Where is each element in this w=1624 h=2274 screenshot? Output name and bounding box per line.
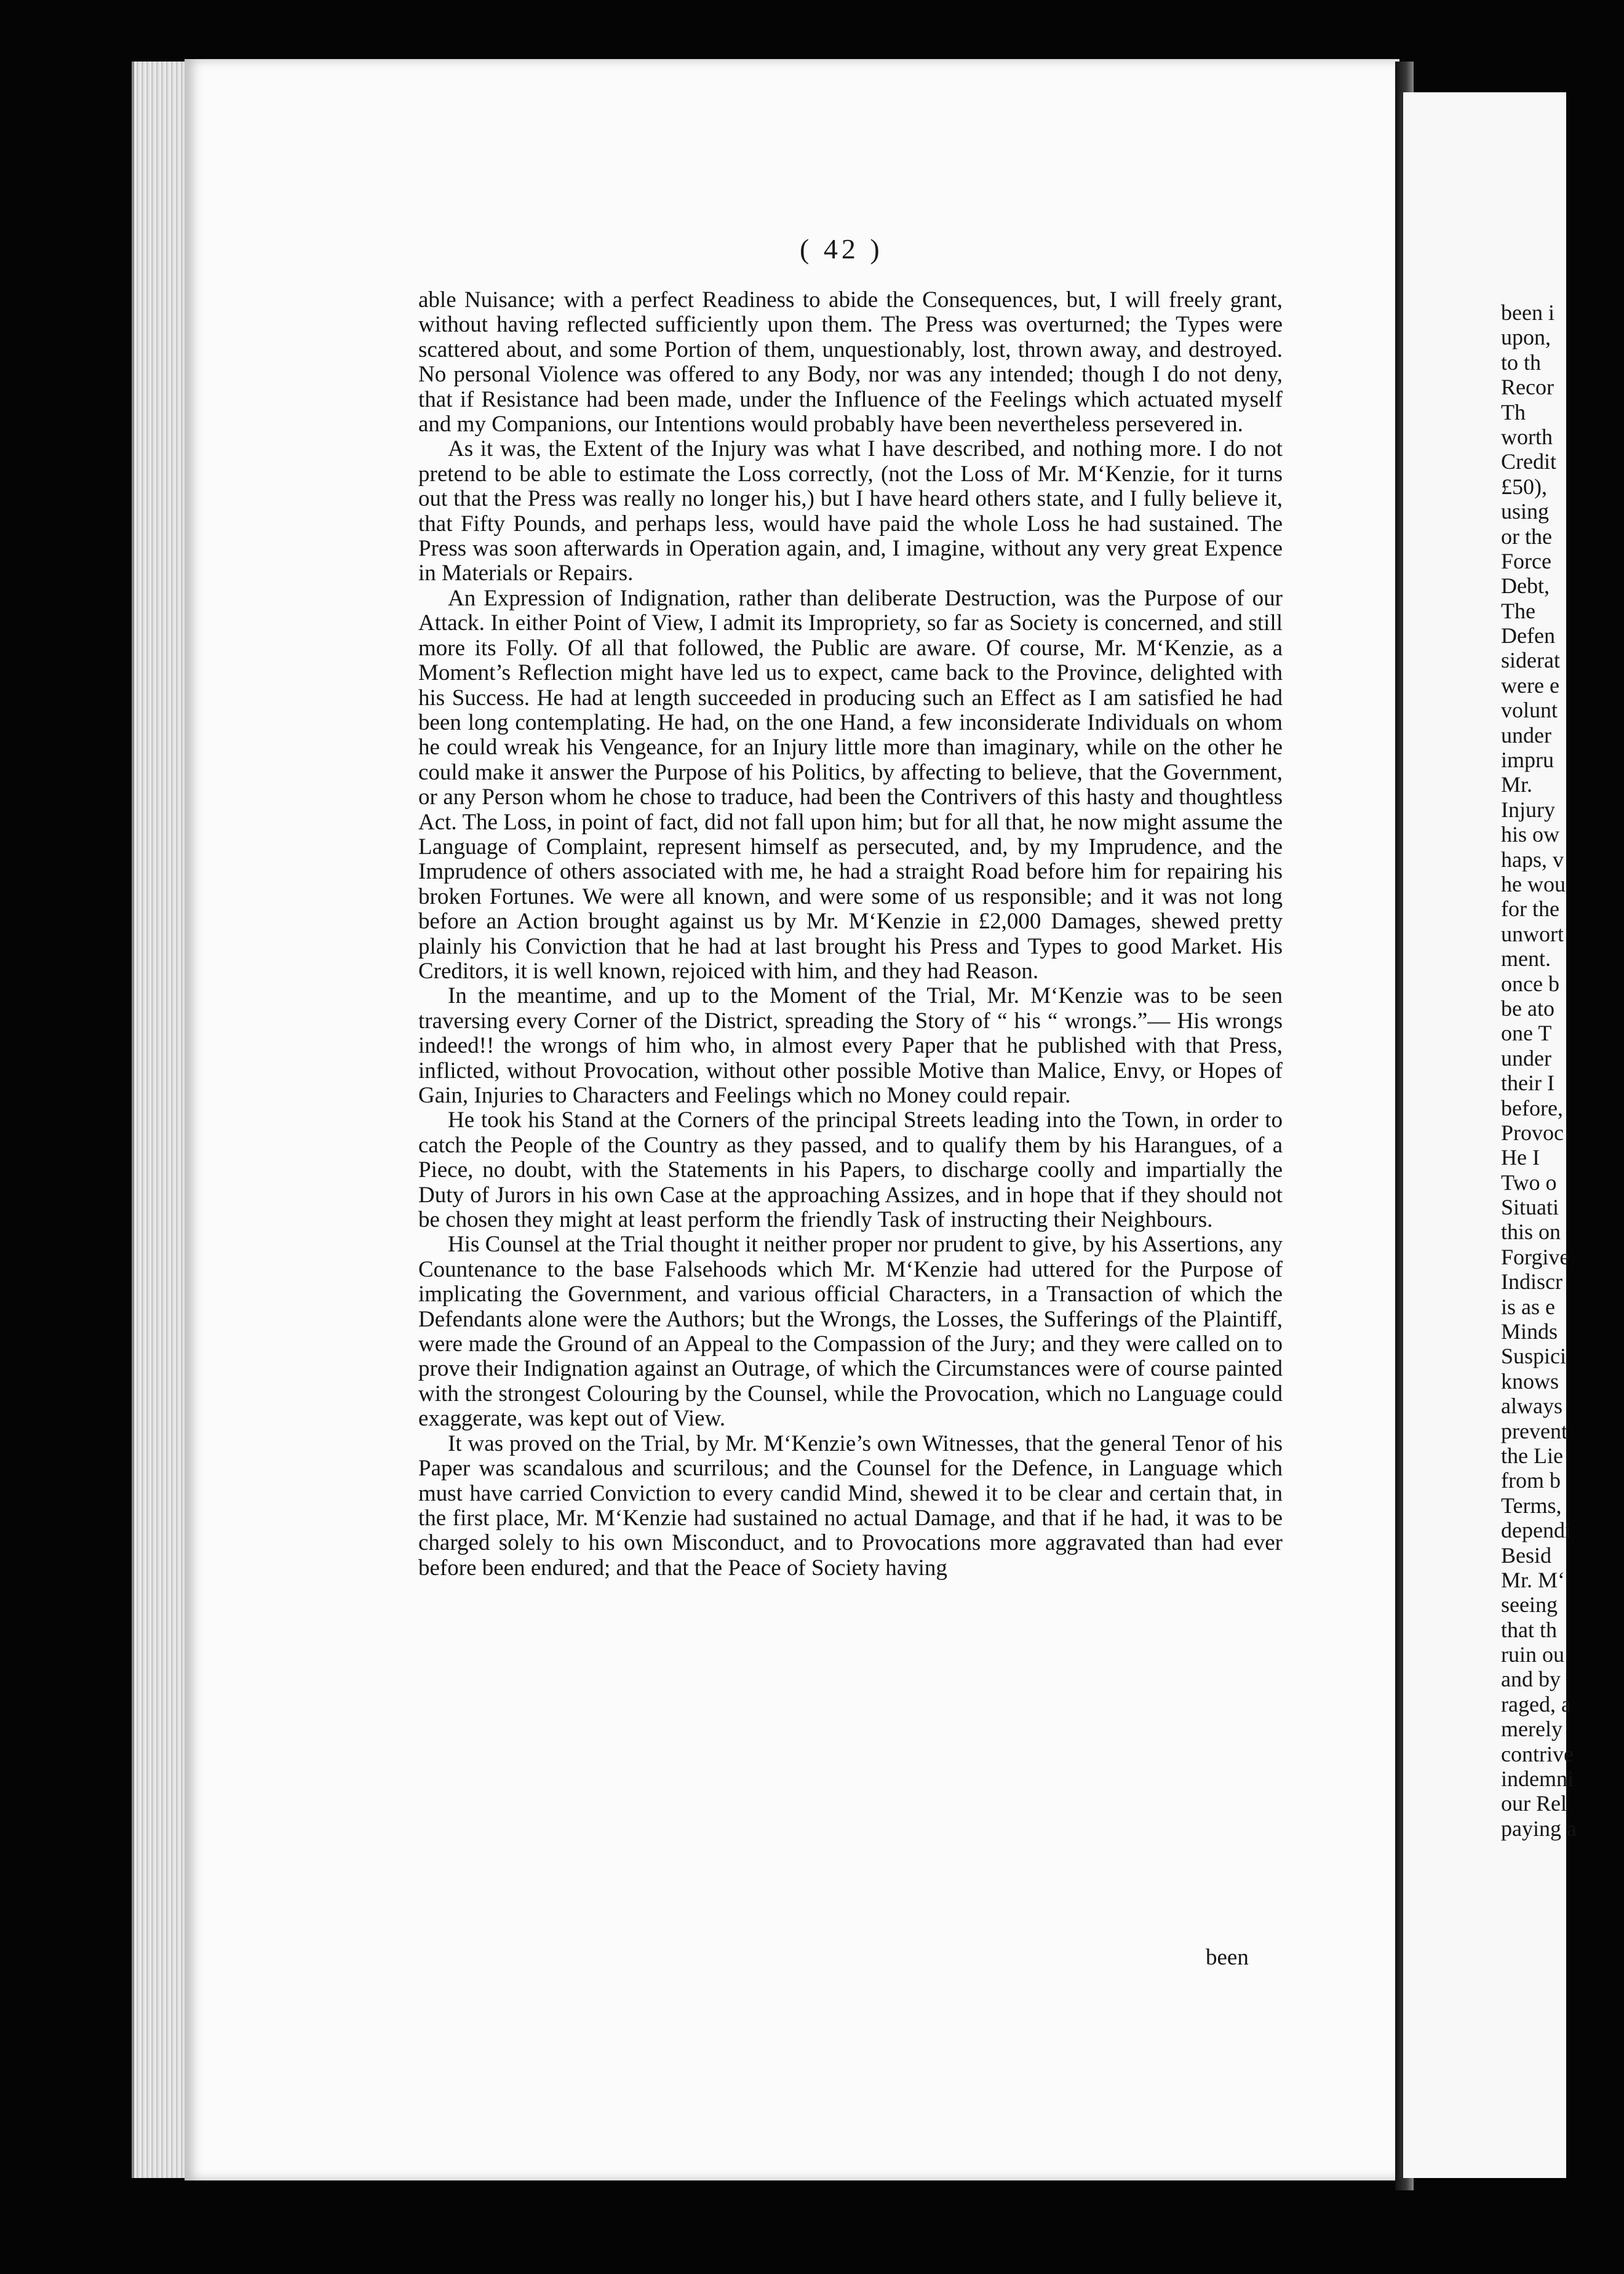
facing-page-line: to th (1501, 349, 1542, 375)
facing-page-line: knows (1501, 1368, 1559, 1394)
facing-page-line: Th (1501, 399, 1526, 425)
facing-page-line: unwort (1501, 921, 1564, 946)
facing-page-line: Situati (1501, 1195, 1559, 1220)
facing-page-line: Suspici (1501, 1344, 1567, 1369)
facing-page-line: our Rel (1501, 1791, 1567, 1816)
facing-page-line: the Lie (1501, 1443, 1563, 1468)
facing-page-line: Debt, (1501, 573, 1550, 599)
facing-page-line: their I (1501, 1071, 1554, 1096)
facing-page-line: Recor (1501, 375, 1554, 400)
paragraph: His Counsel at the Trial thought it neither proper nor prudent to give, by his Assertions, any Countenance to the base Falsehoods which Mr. M‘Kenzie had uttered for the Purpose of implicating the Government, and various official Characters, in a Transaction of which the Defendants alone were the Authors; but the Wrongs, the Losses, the Sufferings of the Plaintiff, were made the Ground of an Appeal to the Compassion of the Jury; and they were called on to prove their Indignation against an Outrage, of which the Circumstances were of course painted with the strongest Colouring by the Counsel, while the Provocation, which no Language could exaggerate, was kept out of View. (418, 1232, 1283, 1432)
facing-page-line: seeing (1501, 1592, 1558, 1618)
facing-page-line: volunt (1501, 698, 1558, 723)
facing-page-line: that th (1501, 1617, 1557, 1642)
catchword: been (1206, 1945, 1249, 1970)
facing-page-line: merely (1501, 1717, 1562, 1742)
paragraph: He took his Stand at the Corners of the principal Streets leading into the Town, in order to catch the People of the Country as they passed, and to qualify them by his Harangues, of a Piece, no doubt, with the Statements in his Papers, to discharge coolly and impartially the Duty of Jurors in his own Case at the approaching Assizes, and in hope that if they should not be chosen they might at least perform the friendly Task of instructing their Neighbours. (418, 1107, 1283, 1233)
facing-page-line: Minds (1501, 1319, 1558, 1344)
facing-page-line: Mr. M‘ (1501, 1567, 1566, 1592)
facing-page-line: always (1501, 1394, 1562, 1419)
page-number: ( 42 ) (800, 233, 883, 265)
facing-page-line: Injury (1501, 797, 1555, 822)
facing-page-line: worth (1501, 424, 1553, 449)
facing-page-line: under (1501, 722, 1551, 748)
facing-page-line: he wou (1501, 871, 1566, 896)
facing-page-line: is as e (1501, 1294, 1555, 1319)
facing-page-line: for the (1501, 896, 1559, 922)
facing-page-line: contrive (1501, 1741, 1574, 1766)
facing-page-line: raged, a (1501, 1691, 1571, 1717)
paragraph: able Nuisance; with a perfect Readiness to abide the Consequences, but, I will freely grant, without having reflected sufficiently upon them. The Press was overturned; the Types were scattered about, and some Portion of them, unquestionably, lost, thrown away, and destroyed. No personal Violence was offered to any Body, nor was any intended; though I do not deny, that if Resistance had been made, under the Influence of the Feelings which actuated myself and my Companions, our Intentions would probably have been nevertheless persevered in. (418, 287, 1283, 437)
facing-page-line: impru (1501, 748, 1554, 773)
facing-page-line: ment. (1501, 946, 1551, 971)
facing-page-line: prevent (1501, 1418, 1567, 1443)
facing-page-line: Mr. (1501, 772, 1533, 797)
facing-page-text (1501, 300, 1624, 1841)
facing-page-line: Two o (1501, 1170, 1557, 1195)
facing-page-line: Force (1501, 548, 1551, 573)
facing-page-line: from b (1501, 1468, 1561, 1493)
facing-page-line: Credit (1501, 449, 1556, 474)
facing-page-line: Terms, (1501, 1493, 1562, 1518)
facing-page-line: Besid (1501, 1542, 1552, 1568)
facing-page-line: using (1501, 499, 1550, 524)
facing-page-line: this on (1501, 1219, 1561, 1245)
paragraph: It was proved on the Trial, by Mr. M‘Kenzie’s own Witnesses, that the general Tenor of his Paper was scandalous and scurrilous; and the Counsel for the Defence, in Language which must have carried Conviction to every candid Mind, shewed it to be clear and certain that, in the first place, Mr. M‘Kenzie had sustained no actual Damage, and that if he had, it was to be charged solely to his own Misconduct, and to Provocations more aggravated than had ever before been endured; and that the Peace of Society having (418, 1430, 1283, 1581)
body-text (418, 288, 1283, 1581)
facing-page-line: or the (1501, 524, 1552, 549)
facing-page-line: indemni (1501, 1766, 1574, 1792)
facing-page-line: £50), (1501, 474, 1547, 499)
paragraph: An Expression of Indignation, rather than deliberate Destruction, was the Purpose of our Attack. In either Point of View, I admit its Impropriety, so far as Society is concerned, and still more its Folly. Of all that followed, the Public are aware. Of course, Mr. M‘Kenzie, as a Moment’s Reflection might have led us to expect, came back to the Province, delighted with his Success. He had at length succeeded in producing such an Effect as I am satisfied he had been long contemplating. He had, on the one Hand, a few inconsiderate Individuals on whom he could wreak his Vengeance, for an Injury little more than imaginary, while on the other he could make it answer the Purpose of his Politics, by affecting to believe, that the Government, or any Person whom he chose to traduce, had been the Contrivers of this hasty and thoughtless Act. The Loss, in point of fact, did not fall upon him; but for all that, he now might assume the Language of Complaint, represent himself as persecuted, and, by my Imprudence, and the Imprudence of others associated with me, he had a straight Road before him for repairing his broken Fortunes. We were all known, and were some of us responsible; and it was not long before an Action brought against us by Mr. M‘Kenzie in £2,000 Damages, shewed pretty plainly his Conviction that he had at last brought his Press and Types to good Market. His Creditors, it is well known, rejoiced with him, and they had Reason. (418, 585, 1283, 984)
facing-page-line: one T (1501, 1021, 1552, 1046)
facing-page-line: Forgive (1501, 1244, 1570, 1269)
facing-page-line: Provoc (1501, 1120, 1564, 1145)
facing-page-line: haps, v (1501, 847, 1564, 872)
facing-page-line: been i (1501, 300, 1554, 325)
facing-page-line: and by (1501, 1667, 1561, 1692)
facing-page-line: Indiscr (1501, 1269, 1562, 1295)
facing-page-line: before, (1501, 1095, 1563, 1120)
facing-page-line: siderat (1501, 648, 1560, 673)
facing-page-line: were e (1501, 672, 1559, 698)
facing-page-line: be ato (1501, 995, 1554, 1021)
facing-page-line: Defen (1501, 623, 1555, 648)
facing-page-line: dependi (1501, 1518, 1571, 1543)
paragraph: As it was, the Extent of the Injury was what I have described, and nothing more. I do not pretend to be able to estimate the Loss correctly, (not the Loss of Mr. M‘Kenzie, for it turns out that the Press was really no longer his,) but I have heard others state, and I fully believe it, that Fifty Pounds, and perhaps less, would have paid the whole Loss he had sustained. The Press was soon afterwards in Operation again, and, I imagine, without any very great Expence in Materials or Repairs. (418, 436, 1283, 586)
facing-page-line: He I (1501, 1145, 1540, 1170)
facing-page-line: his ow (1501, 822, 1560, 847)
facing-page-line: The (1501, 598, 1535, 623)
facing-page-line: once b (1501, 971, 1559, 996)
facing-page-line: ruin ou (1501, 1642, 1564, 1667)
facing-page-line: upon, (1501, 325, 1551, 350)
facing-page-line: under (1501, 1045, 1551, 1071)
facing-page-line: paying a (1501, 1816, 1577, 1841)
paragraph: In the meantime, and up to the Moment of the Trial, Mr. M‘Kenzie was to be seen traversing every Corner of the District, spreading the Story of “ his “ wrongs.”— His wrongs indeed!! the wrongs of him who, in almost every Paper that he published with that Press, inflicted, without Provocation, without other possible Motive than Malice, Envy, or Hopes of Gain, Injuries to Characters and Feelings which no Money could repair. (418, 983, 1283, 1108)
